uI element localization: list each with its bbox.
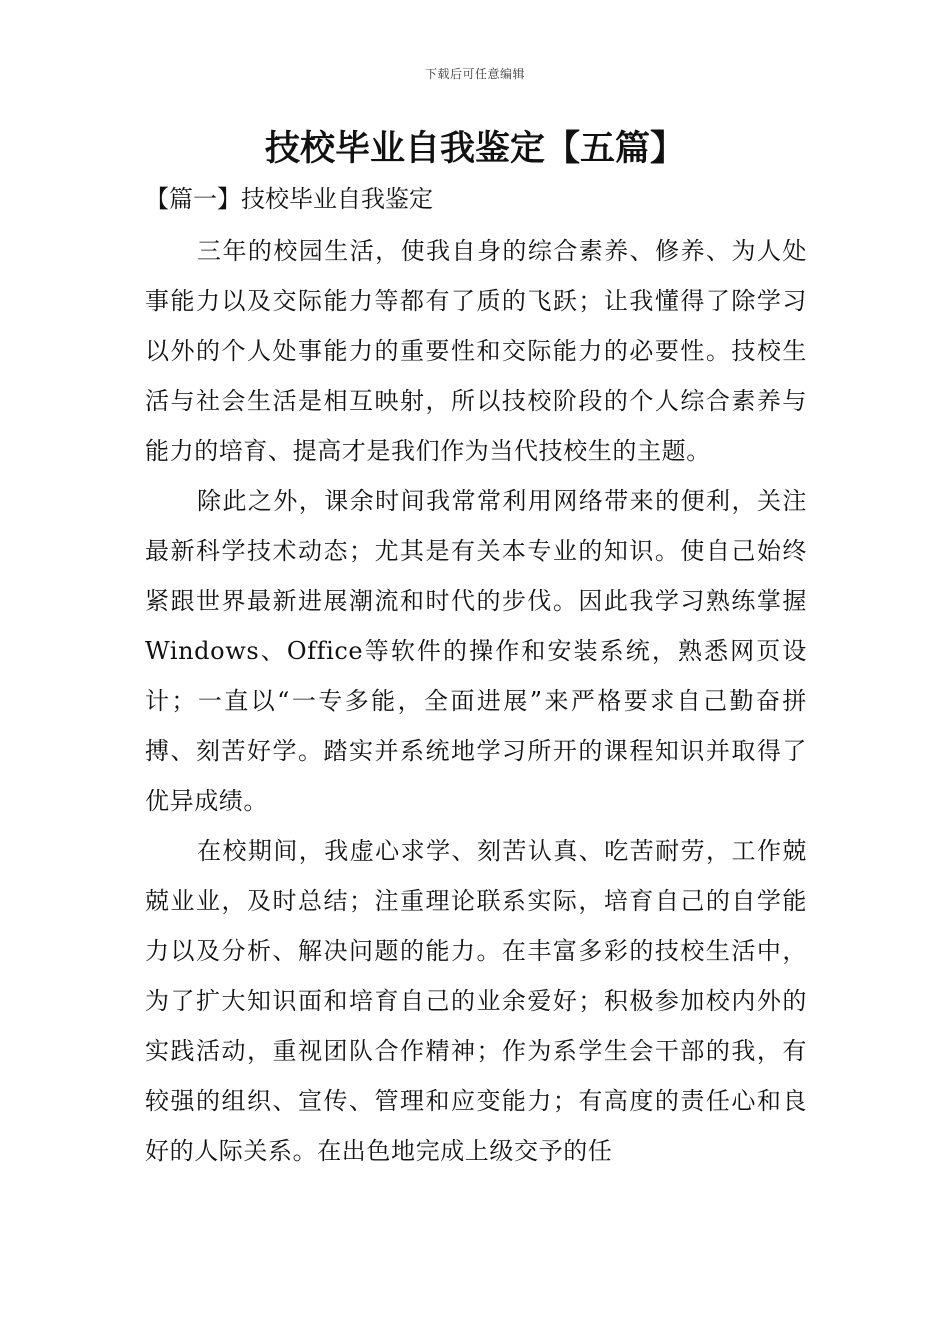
header-note: 下载后可任意编辑 <box>424 67 525 81</box>
paragraph-1: 三年的校园生活，使我自身的综合素养、修养、为人处事能力以及交际能力等都有了质的飞跃；让我懂得了除学习以外的个人处事能力的重要性和交际能力的必要性。技校生活与社会生活是相互映射，所以技校阶段的个人综合素养与能力的培育、提高才是我们作为当代技校生的主题。 <box>145 237 807 465</box>
document-title: 技校毕业自我鉴定【五篇】 <box>264 129 685 169</box>
paragraph-3: 在校期间，我虚心求学、刻苦认真、吃苦耐劳，工作兢兢业业，及时总结；注重理论联系实际，培育自己的自学能力以及分析、解决问题的能力。在丰富多彩的技校生活中，为了扩大知识面和培育自己的业余爱好；积极参加校内外的实践活动，重视团队合作精神；作为系学生会干部的我，有较强的组织、宣传、管理和应变能力；有高度的责任心和良好的人际关系。在出色地完成上级交予的任 <box>145 837 807 1165</box>
section-heading: 【篇一】技校毕业自我鉴定 <box>145 185 433 213</box>
document-body <box>145 226 807 1176</box>
paragraph-2: 除此之外，课余时间我常常利用网络带来的便利，关注最新科学技术动态；尤其是有关本专业的知识。使自己始终紧跟世界最新进展潮流和时代的步伐。因此我学习熟练掌握Windows、Office等软件的操作和安装系统，熟悉网页设计；一直以“一专多能，全面进展”来严格要求自己勤奋拼搏、刻苦好学。踏实并系统地学习所开的课程知识并取得了优异成绩。 <box>145 487 807 815</box>
